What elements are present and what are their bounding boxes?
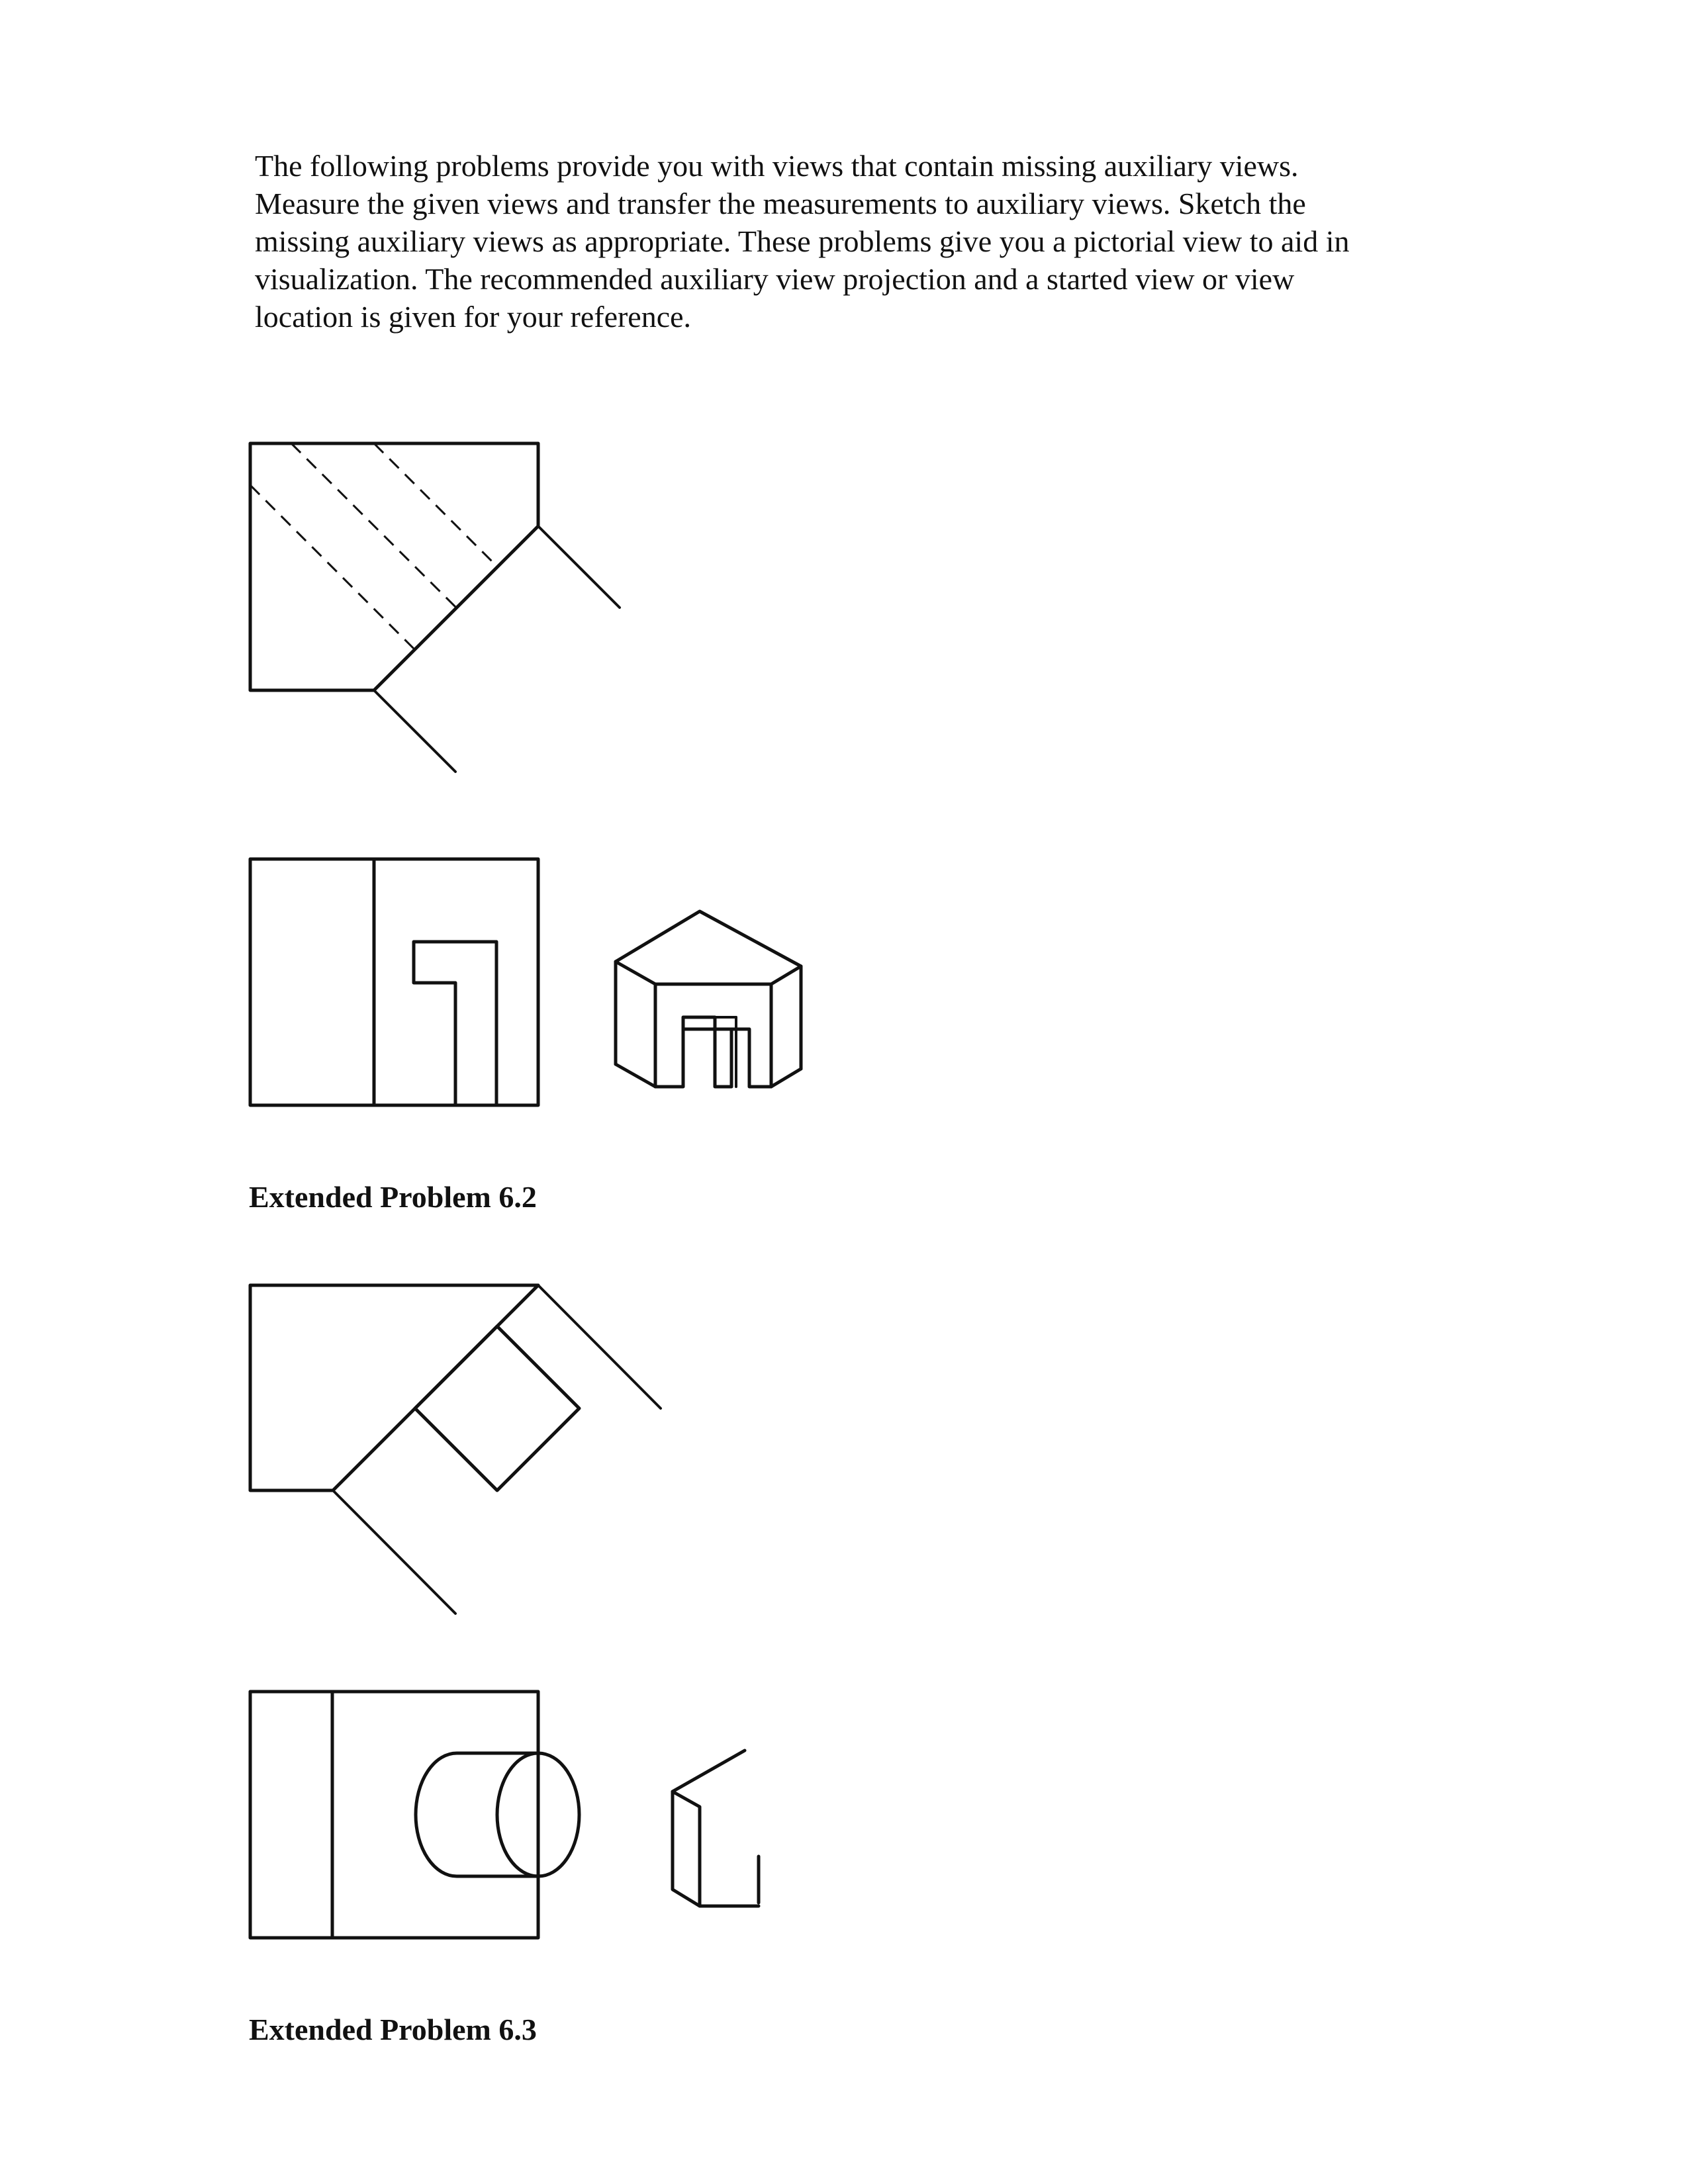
problem-6-2-pictorial-view bbox=[616, 911, 801, 1087]
problem-6-3-top-view bbox=[250, 1285, 661, 1614]
square-boss bbox=[415, 1326, 579, 1490]
instructions-line: missing auxiliary views as appropriate. These problems give you a pictorial view to aid in bbox=[255, 224, 1350, 258]
pictorial-partial-outline bbox=[673, 1751, 759, 1906]
instructions-line: location is given for your reference. bbox=[255, 300, 692, 334]
pictorial-partial-outline bbox=[673, 1792, 700, 1906]
projection-line bbox=[333, 1490, 455, 1614]
hidden-line bbox=[291, 443, 455, 607]
projection-line bbox=[538, 526, 620, 608]
problem-title: Extended Problem 6.2 bbox=[249, 1180, 537, 1214]
problem-title: Extended Problem 6.3 bbox=[249, 2013, 537, 2046]
pictorial-edge bbox=[771, 1069, 801, 1087]
instructions-line: visualization. The recommended auxiliary view projection and a started view or view bbox=[255, 262, 1295, 296]
problem-6-2-front-view bbox=[250, 859, 538, 1105]
l-slot-outline bbox=[414, 942, 496, 1105]
projection-line bbox=[538, 1285, 661, 1408]
hidden-line bbox=[250, 485, 414, 649]
pictorial-edge bbox=[616, 1064, 655, 1087]
problem-6-3-front-view bbox=[250, 1692, 579, 1938]
cylinder-body bbox=[416, 1753, 538, 1876]
hidden-line bbox=[374, 443, 496, 566]
problem-6-3-pictorial-view bbox=[673, 1751, 759, 1906]
front-view-outline bbox=[250, 1692, 538, 1938]
instructions-line: The following problems provide you with views that contain missing auxiliary views. bbox=[255, 149, 1299, 183]
top-view-outline bbox=[250, 443, 538, 690]
projection-line bbox=[374, 690, 455, 772]
instructions-line: Measure the given views and transfer the measurements to auxiliary views. Sketch the bbox=[255, 187, 1306, 220]
problem-6-2-top-view bbox=[250, 443, 620, 772]
top-view-outline bbox=[250, 1285, 538, 1490]
pictorial-top-face bbox=[616, 911, 801, 984]
